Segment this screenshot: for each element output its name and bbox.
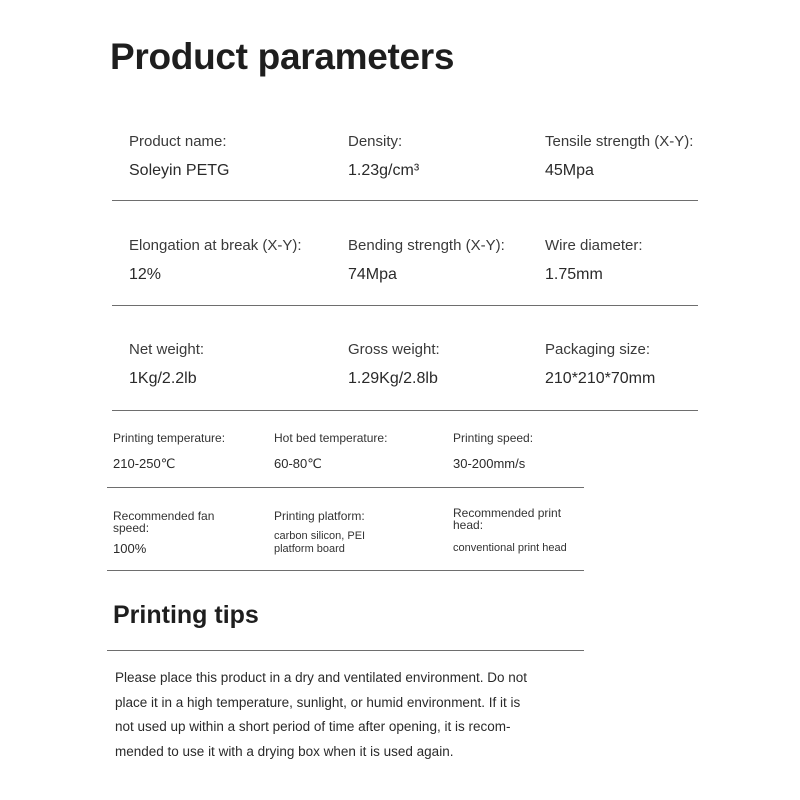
param-value-elongation: 12% [129,266,162,283]
param-value-tensile-strength: 45Mpa [545,162,594,179]
param-label-packaging-size: Packaging size: [545,341,651,358]
label-line: speed: [113,521,150,535]
param-label-printing-temperature: Printing temperature: [113,431,226,445]
value-line: platform board [274,543,345,555]
value-line: carbon silicon, PEI [274,530,366,542]
param-value-packaging-size: 210*210*70mm [545,370,656,387]
tips-line: Please place this product in a dry and ventilated environment. Do not [115,670,527,685]
row-divider [112,410,698,411]
tips-line: place it in a high temperature, sunlight, or humid environment. If it is [115,694,521,710]
param-value-printing-platform [274,530,365,556]
param-value-bending-strength: 74Mpa [348,266,397,283]
param-label-printing-speed: Printing speed: [453,431,534,445]
row-divider [112,200,698,201]
tips-line: not used up within a short period of time after opening, it is recom- [115,719,511,735]
param-value-fan-speed: 100% [113,541,147,556]
label-line: Recommended fan [113,509,215,523]
param-label-printing-platform: Printing platform: [274,509,365,523]
label-line: head: [453,518,484,532]
param-label-tensile-strength: Tensile strength (X-Y): [545,133,694,150]
param-value-gross-weight: 1.29Kg/2.8lb [348,370,438,387]
param-label-wire-diameter: Wire diameter: [545,237,643,254]
label-line: Recommended print [453,506,562,520]
page-title: Product parameters [110,36,455,77]
param-label-fan-speed [113,510,214,534]
param-label-bending-strength: Bending strength (X-Y): [348,237,505,254]
param-label-product-name: Product name: [129,133,227,150]
param-value-density: 1.23g/cm³ [348,162,420,179]
param-value-product-name: Soleyin PETG [129,162,230,179]
param-label-hot-bed-temperature: Hot bed temperature: [274,431,388,445]
param-label-density: Density: [348,133,403,150]
param-value-hot-bed-temperature: 60-80℃ [274,456,322,471]
printing-tips-text [115,666,585,765]
tips-line: mended to use it with a drying box when it is used again. [115,744,454,760]
param-value-net-weight: 1Kg/2.2lb [129,370,197,387]
row-divider [107,570,584,571]
param-value-printing-temperature: 210-250℃ [113,456,176,471]
row-divider [112,305,698,306]
row-divider [107,487,584,488]
param-value-print-head: conventional print head [453,542,567,554]
param-label-net-weight: Net weight: [129,341,205,358]
param-label-elongation: Elongation at break (X-Y): [129,237,302,254]
param-label-print-head [453,507,561,531]
param-label-gross-weight: Gross weight: [348,341,440,358]
section-divider [107,650,584,651]
param-value-printing-speed: 30-200mm/s [453,456,526,471]
section-title-printing-tips: Printing tips [113,601,259,629]
param-value-wire-diameter: 1.75mm [545,266,603,283]
